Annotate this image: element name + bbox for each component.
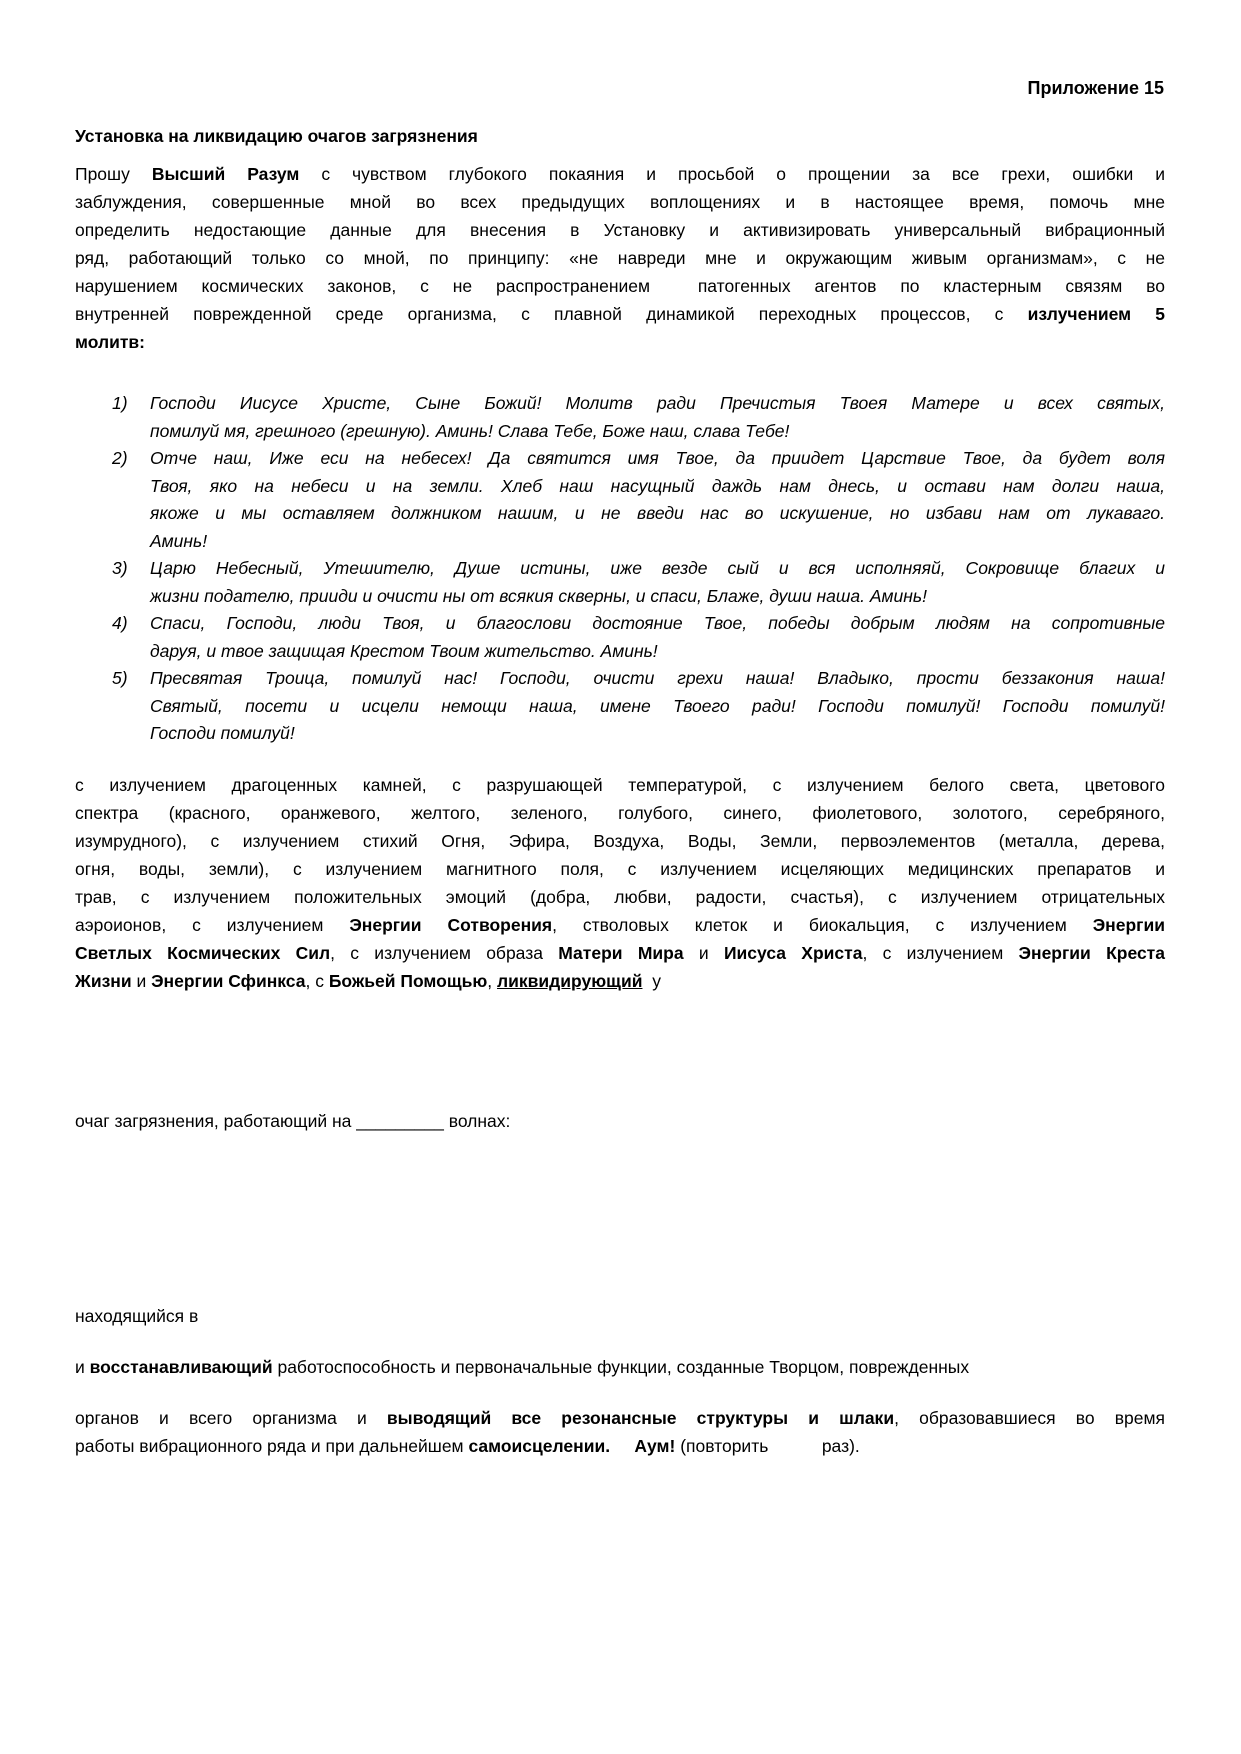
bold-text: Энергии Сфинкса bbox=[151, 971, 306, 991]
text: , стволовых клеток и биокальция, с излучением bbox=[552, 915, 1093, 935]
text: работоспособность и первоначальные функции, созданные Творцом, поврежденных bbox=[272, 1357, 970, 1377]
prayer-line: Твоя, яко на небеси и на земли. Хлеб наш насущный даждь нам днесь, и остави нам долги наша, bbox=[150, 475, 1165, 496]
emissions-line bbox=[75, 939, 1165, 967]
prayer-number: 4) bbox=[112, 613, 128, 633]
bold-text: Энергии bbox=[1092, 915, 1165, 935]
prayer-number: 3) bbox=[112, 558, 128, 578]
text: заблуждения, совершенные мной во всех предыдущих воплощениях и в настоящее время, помочь мне bbox=[75, 192, 1165, 212]
bold-text: Энергии Креста bbox=[1018, 943, 1165, 963]
focus-line bbox=[75, 1111, 1165, 1132]
text: и bbox=[131, 971, 152, 991]
prayer-number: 1) bbox=[112, 393, 128, 413]
bold-text: Светлых Космических Сил bbox=[75, 943, 331, 963]
text: спектра (красного, оранжевого, желтого, зеленого, голубого, синего, фиолетового, золотого, серебряного, bbox=[75, 803, 1165, 823]
text: с чувством глубокого покаяния и просьбой о прощении за все грехи, ошибки и bbox=[299, 164, 1165, 184]
emissions-line bbox=[75, 911, 1165, 939]
text: нарушением космических законов, с не распространением патогенных агентов по кластерным связям во bbox=[75, 276, 1165, 296]
bold-text: Божьей Помощью bbox=[328, 971, 488, 991]
text: аэроионов, с излучением bbox=[75, 915, 350, 935]
intro-line bbox=[75, 328, 1165, 356]
bold-text: Высший Разум bbox=[151, 164, 300, 184]
emissions-line bbox=[75, 883, 1165, 911]
restore-text bbox=[75, 1353, 1165, 1381]
text: определить недостающие данные для внесения в Установку и активизировать универсальный вибрационный bbox=[75, 220, 1165, 240]
text: ряд, работающий только со мной, по принципу: «не навреди мне и окружающим живым организмам», с не bbox=[75, 248, 1165, 268]
location-line: находящийся в bbox=[75, 1306, 199, 1326]
bold-text: самоисцелении. bbox=[468, 1436, 611, 1456]
text: , с bbox=[305, 971, 329, 991]
bold-text: Энергии Сотворения bbox=[349, 915, 553, 935]
wave-blank-field[interactable]: _________ bbox=[356, 1111, 444, 1131]
prayer-line: Господи помилуй! bbox=[150, 723, 295, 743]
prayer-line: Господи Иисусе Христе, Сыне Божий! Молитв ради Пречистыя Твоея Матере и всех святых, bbox=[150, 393, 1165, 413]
bold-text: молитв: bbox=[75, 332, 145, 352]
intro-line bbox=[75, 244, 1165, 272]
text: трав, с излучением положительных эмоций (добра, любви, радости, счастья), с излучением отрицательных bbox=[75, 887, 1165, 907]
text: изумрудного), с излучением стихий Огня, Эфира, Воздуха, Воды, Земли, первоэлементов (металла, дерева, bbox=[75, 831, 1165, 851]
text: , образовавшиеся во время bbox=[894, 1408, 1165, 1428]
text: внутренней поврежденной среде организма, с плавной динамикой переходных процессов, с bbox=[75, 304, 1028, 324]
prayer-line: Царю Небесный, Утешителю, Душе истины, иже везде сый и вся исполняяй, Сокровище благих и bbox=[150, 558, 1165, 578]
prayer-line: даруя, и твое защищая Крестом Твоим жительство. Аминь! bbox=[150, 640, 658, 661]
prayer-number: 2) bbox=[112, 448, 128, 468]
text: Прошу bbox=[75, 164, 152, 184]
text: и bbox=[683, 943, 724, 963]
bold-text: излучением 5 bbox=[1027, 304, 1166, 324]
intro-line bbox=[75, 188, 1165, 216]
emissions-line bbox=[75, 967, 1165, 995]
document-title: Установка на ликвидацию очагов загрязнения bbox=[75, 126, 478, 146]
intro-line bbox=[75, 216, 1165, 244]
bold-text: Матери Мира bbox=[558, 943, 684, 963]
bold-text: Жизни bbox=[75, 971, 132, 991]
emissions-line bbox=[75, 827, 1165, 855]
bold-text: Иисуса Христа bbox=[723, 943, 863, 963]
text: у bbox=[642, 971, 661, 991]
prayer-line: помилуй мя, грешного (грешную). Аминь! Слава Тебе, Боже наш, слава Тебе! bbox=[150, 420, 790, 441]
text: , с излучением bbox=[862, 943, 1019, 963]
text: огня, воды, земли), с излучением магнитного поля, с излучением исцеляющих медицинских препаратов и bbox=[75, 859, 1165, 879]
intro-line bbox=[75, 300, 1165, 328]
text: , с излучением образа bbox=[330, 943, 559, 963]
text: (повторить раз). bbox=[675, 1436, 860, 1456]
prayer-line: якоже и мы оставляем должником нашим, и не введи нас во искушение, но избави нам от лукаваго. bbox=[150, 503, 1165, 523]
bold-text: восстанавливающий bbox=[89, 1357, 273, 1377]
intro-line bbox=[75, 160, 1165, 188]
intro-line bbox=[75, 272, 1165, 300]
bold-text: Аум! bbox=[634, 1436, 676, 1456]
prayer-line: Аминь! bbox=[150, 530, 208, 551]
final-line bbox=[75, 1432, 1165, 1460]
text: и bbox=[75, 1357, 90, 1377]
text: с излучением драгоценных камней, с разрушающей температурой, с излучением белого света, цветового bbox=[75, 775, 1165, 795]
prayer-line: Пресвятая Троица, помилуй нас! Господи, очисти грехи наша! Владыко, прости беззакония наша! bbox=[150, 668, 1165, 688]
emissions-line bbox=[75, 799, 1165, 827]
prayer-number: 5) bbox=[112, 668, 128, 688]
prayer-line: Спаси, Господи, люди Твоя, и благослови достояние Твое, победы добрым людям на сопротивные bbox=[150, 613, 1165, 633]
focus-text-after: волнах: bbox=[443, 1111, 511, 1131]
text bbox=[610, 1436, 634, 1456]
emissions-line bbox=[75, 855, 1165, 883]
final-line bbox=[75, 1404, 1165, 1432]
prayer-line: Отче наш, Иже еси на небесех! Да святится имя Твое, да приидет Царствие Твое, да будет воля bbox=[150, 448, 1165, 468]
emissions-line bbox=[75, 771, 1165, 799]
text: органов и всего организма и bbox=[75, 1408, 387, 1428]
focus-text-before: очаг загрязнения, работающий на bbox=[75, 1111, 357, 1131]
bold-text: ликвидирующий bbox=[497, 971, 643, 991]
text: , bbox=[487, 971, 498, 991]
appendix-label: Приложение 15 bbox=[1027, 78, 1164, 98]
bold-text: выводящий все резонансные структуры и шлаки bbox=[386, 1408, 895, 1428]
text: работы вибрационного ряда и при дальнейшем bbox=[75, 1436, 469, 1456]
prayer-line: жизни подателю, прииди и очисти ны от всякия скверны, и спаси, Блаже, души наша. Аминь! bbox=[150, 585, 927, 606]
prayer-line: Святый, посети и исцели немощи наша, имене Твоего ради! Господи помилуй! Господи помилуй! bbox=[150, 695, 1165, 716]
